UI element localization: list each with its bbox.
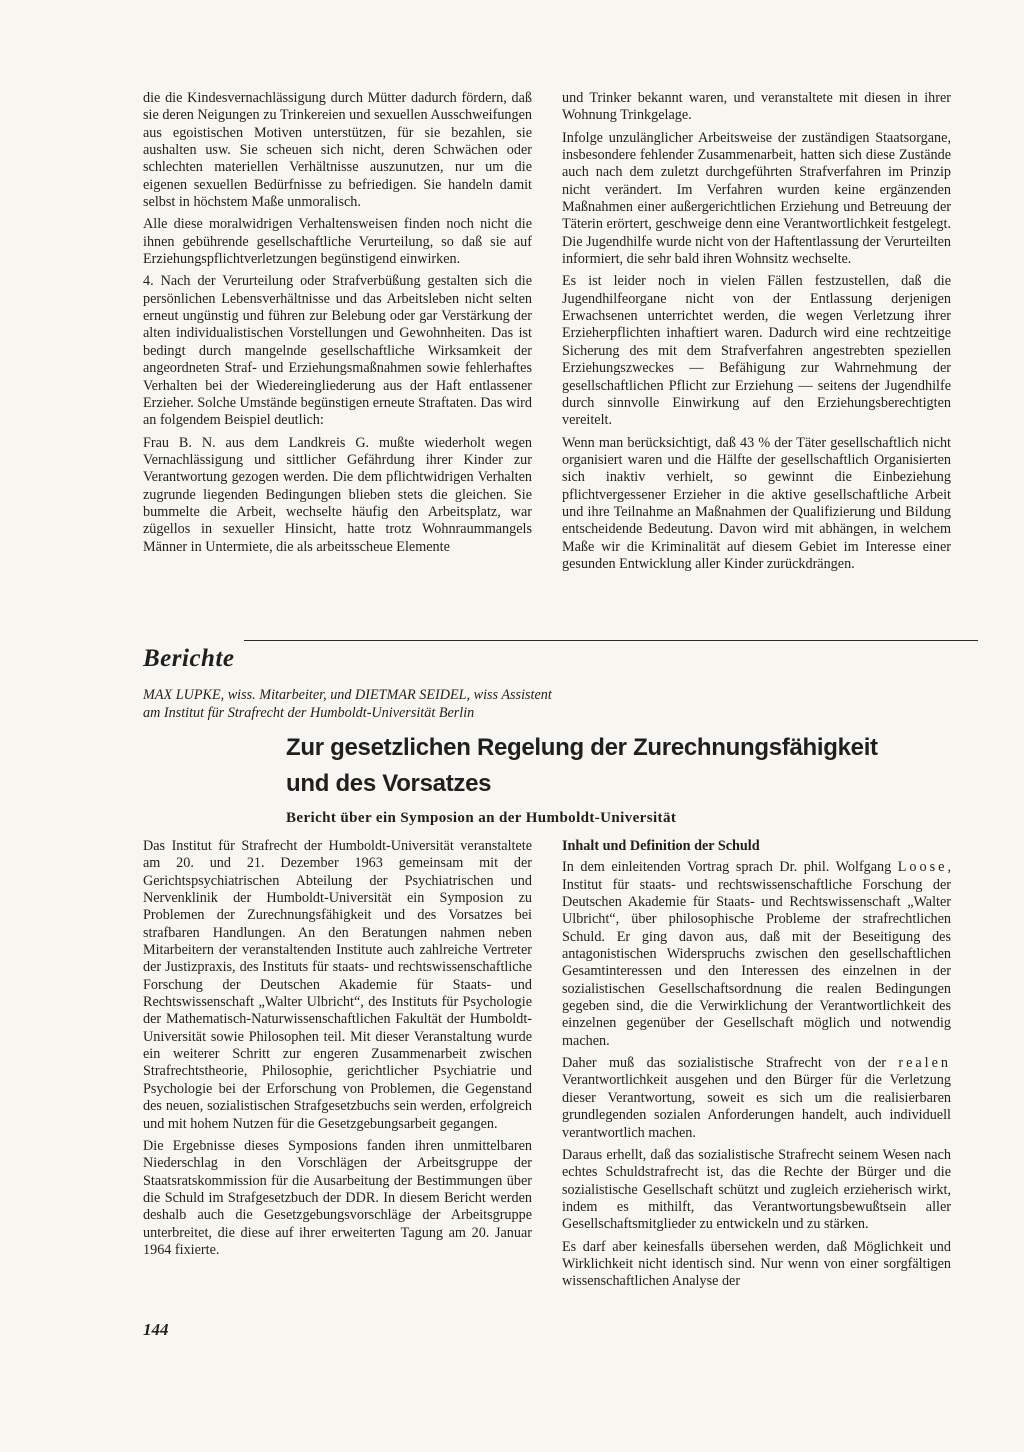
author-line-2: am Institut für Strafrecht der Humboldt-Universität Berlin (143, 705, 475, 721)
paragraph: und Trinker bekannt waren, und veranstaltete mit diesen in ihrer Wohnung Trinkgelage. (562, 90, 951, 124)
paragraph (562, 1055, 951, 1142)
spaced-emphasis: realen (898, 1055, 951, 1072)
paragraph: Wenn man berücksichtigt, daß 43 % der Täter gesellschaftlich nicht organisiert waren und die Hälfte der gesellschaftlich Organisierten sich inaktiv verhielt, so gewinnt die Einbeziehung pflichtvergessener Erzieher in die aktive gesellschaftliche Arbeit und ihre Teilnahme an Maßnahmen der Qualifizierung und Bildung entscheidende Bedeutung. Davon wird mit abhängen, in welchem Maße wir die Kriminalität auf diesem Gebiet im Interesse einer gesunden Entwicklung aller Kinder zurückdrängen. (562, 434, 951, 572)
article-title-line-1: Zur gesetzlichen Regelung der Zurechnungsfähigkeit (286, 734, 878, 761)
article-right-column (562, 838, 951, 1296)
top-left-column (143, 90, 532, 561)
author-line-1: MAX LUPKE, wiss. Mitarbeiter, und DIETMAR SEIDEL, wiss Assistent (143, 687, 552, 703)
section-label: Berichte (143, 645, 235, 672)
article-subtitle: Bericht über ein Symposion an der Humboldt-Universität (286, 810, 677, 826)
paragraph: Frau B. N. aus dem Landkreis G. mußte wiederholt wegen Vernachlässigung und sittlicher Gefährdung ihrer Kinder zur Verantwortung gezogen werden. Die dem pflichtwidrigen Verhalten zugrunde liegenden Bedingungen blieben stets die gleichen. Sie bummelte die Arbeit, wechselte häufig den Arbeitsplatz, war zügellos in sexueller Hinsicht, hatte trotz Wohnraummangels Männer in Untermiete, die als arbeitsscheue Elemente (143, 434, 532, 555)
article-title (286, 730, 966, 802)
paragraph: Die Ergebnisse dieses Symposions fanden ihren unmittelbaren Niederschlag in den Vorschlägen der Arbeitsgruppe der Staatsratskommission für die Ausarbeitung der Bestimmungen über die Schuld im Strafgesetzbuch der DDR. In diesem Bericht werden deshalb auch die Gesetzgebungsvorschläge der Arbeitsgruppe unterbreitet, die diese auf ihrer erweiterten Tagung am 20. Januar 1964 fixierte. (143, 1137, 532, 1258)
spaced-name: Loose (897, 859, 948, 876)
paragraph (562, 859, 951, 1050)
article-left-column (143, 838, 532, 1264)
paragraph: Infolge unzulänglicher Arbeitsweise der zuständigen Staatsorgane, insbesondere fehlender Zusammenarbeit, hatten sich diese Zustände auch nach dem zuletzt durchgeführten Strafverfahren im Prinzip nicht verändert. Im Verfahren wurden keine ergänzenden Maßnahmen einer außergerichtlichen Erziehung und Betreuung der Täterin erörtert, geschweige denn eine Verantwortlichkeit festgelegt. Die Jugendhilfe wurde nicht von der Haftentlassung der Verurteilten informiert, die sehr bald ihren Wohnsitz wechselte. (562, 129, 951, 268)
paragraph-text: In dem einleitenden Vortrag sprach Dr. phil. Wolfgang (562, 859, 898, 876)
author-line (143, 686, 951, 722)
paragraph-text: , Institut für staats- und rechtswissenschaftliche Forschung der Deutschen Akademie für Staats- und Rechtswissenschaft „Walter Ulbricht“, über philosophische Probleme der strafrechtlichen Schuld. Er ging davon aus, daß mit der Beseitigung des antagonistischen Widerspruchs zwischen den gesellschaftlichen Gesamtinteressen und den Interessen des einzelnen in der sozialistischen Gesellschaftsordnung die realen Bedingungen gegeben sind, die die Verwirklichung der Verantwortlichkeit des einzelnen gegenüber der Gesellschaft möglich und notwendig machen. (562, 859, 951, 1049)
paragraph-text: Verantwortlichkeit ausgehen und den Bürger für die Verletzung dieser Verantwortung, soweit es sich um die realisierbaren grundlegenden sozialen Anforderungen handelt, auch individuell verantwortlich machen. (562, 1072, 951, 1141)
article-title-line-2: und des Vorsatzes (286, 770, 492, 797)
paragraph: die die Kindesvernachlässigung durch Mütter dadurch fördern, daß sie deren Neigungen zu Trinkereien und sexuellen Ausschweifungen aus egoistischen Motiven unterstützen, für sie bezahlen, sie aushalten usw. Sie scheuen sich nicht, deren Schwächen oder schlechten materiellen Verhältnisse auszunutzen, nur um die eigenen sexuellen Bedürfnisse zu befriedigen. Sie handeln damit selbst in höchstem Maße unmoralisch. (143, 90, 532, 211)
top-right-column (562, 90, 951, 578)
paragraph-text: Daher muß das sozialistische Strafrecht von der (562, 1055, 899, 1072)
paragraph: Es darf aber keinesfalls übersehen werden, daß Möglichkeit und Wirklichkeit nicht identisch sind. Nur wenn von einer sorgfältigen wissenschaftlichen Analyse der (562, 1238, 951, 1290)
page-number: 144 (143, 1320, 169, 1339)
section-heading: Inhalt und Definition der Schuld (562, 838, 760, 854)
section-divider (244, 640, 978, 641)
paragraph: Alle diese moralwidrigen Verhaltensweisen finden noch nicht die ihnen gebührende gesellschaftliche Verurteilung, so daß sie auf Erziehungspflichtverletzungen begünstigend einwirken. (143, 216, 532, 268)
paragraph: 4. Nach der Verurteilung oder Strafverbüßung gestalten sich die persönlichen Lebensverhältnisse und das Arbeitsleben nicht selten erneut ungünstig und führen zur Belebung oder gar Verstärkung der alten individualistischen Vorstellungen und Gewohnheiten. Das ist bedingt durch mangelnde gesellschaftliche Wirksamkeit der angeordneten Straf- und Erziehungsmaßnahmen sowie fehlerhaftes Verhalten bei der Wiedereingliederung aus der Haft entlassener Erzieher. Solche Umstände begünstigen erneute Straftaten. Das wird an folgendem Beispiel deutlich: (143, 273, 532, 429)
paragraph: Das Institut für Strafrecht der Humboldt-Universität veranstaltete am 20. und 21. Dezember 1963 gemeinsam mit der Gerichtspsychiatrischen Abteilung der Psychiatrischen und Nervenklinik der Humboldt-Universität ein Symposion zu Problemen der Zurechnungsfähigkeit und des Vorsatzes bei strafbaren Handlungen. An den Beratungen nahmen neben Mitarbeitern der veranstaltenden Institute auch zahlreiche Vertreter der Justizpraxis, des Instituts für staats- und rechtswissenschaftliche Forschung der Deutschen Akademie für Staats- und Rechtswissenschaft „Walter Ulbricht“, des Instituts für Psychologie der Mathematisch-Naturwissenschaftlichen Fakultät der Humboldt-Universität sowie Philosophen teil. Mit dieser Veranstaltung wurde ein weiterer Schritt zur engeren Zusammenarbeit zwischen Strafrechtstheorie, Philosophie, gerichtlicher Psychiatrie und Psychologie bei der Erforschung von Problemen, die Gegenstand des neuen, sozialistischen Strafgesetzbuchs sein werden, erfolgreich und mit hohem Nutzen für die Gesetzgebungsarbeit gegangen. (143, 838, 532, 1132)
paragraph: Daraus erhellt, daß das sozialistische Strafrecht seinem Wesen nach echtes Schuldstrafrecht ist, das die Rechte der Bürger und die sozialistische Gesellschaft schützt und zugleich erzieherisch wirkt, indem es mithilft, das Verantwortungsbewußtsein aller Gesellschaftsmitglieder zu entwickeln und zu stärken. (562, 1146, 951, 1233)
paragraph: Es ist leider noch in vielen Fällen festzustellen, daß die Jugendhilfeorgane nicht von der Entlassung derjenigen Erwachsenen unterrichtet werden, die wegen Verletzung ihrer Erzieherpflichten inhaftiert waren. Dadurch wird eine rechtzeitige Sicherung des mit dem Strafverfahren angestrebten speziellen Erziehungszweckes — Befähigung zur Wahrnehmung der gesellschaftlichen Pflicht zur Erziehung — seitens der Jugendhilfe durch sinnvolle Einwirkung auf den Erziehungsberechtigten vereitelt. (562, 273, 951, 429)
